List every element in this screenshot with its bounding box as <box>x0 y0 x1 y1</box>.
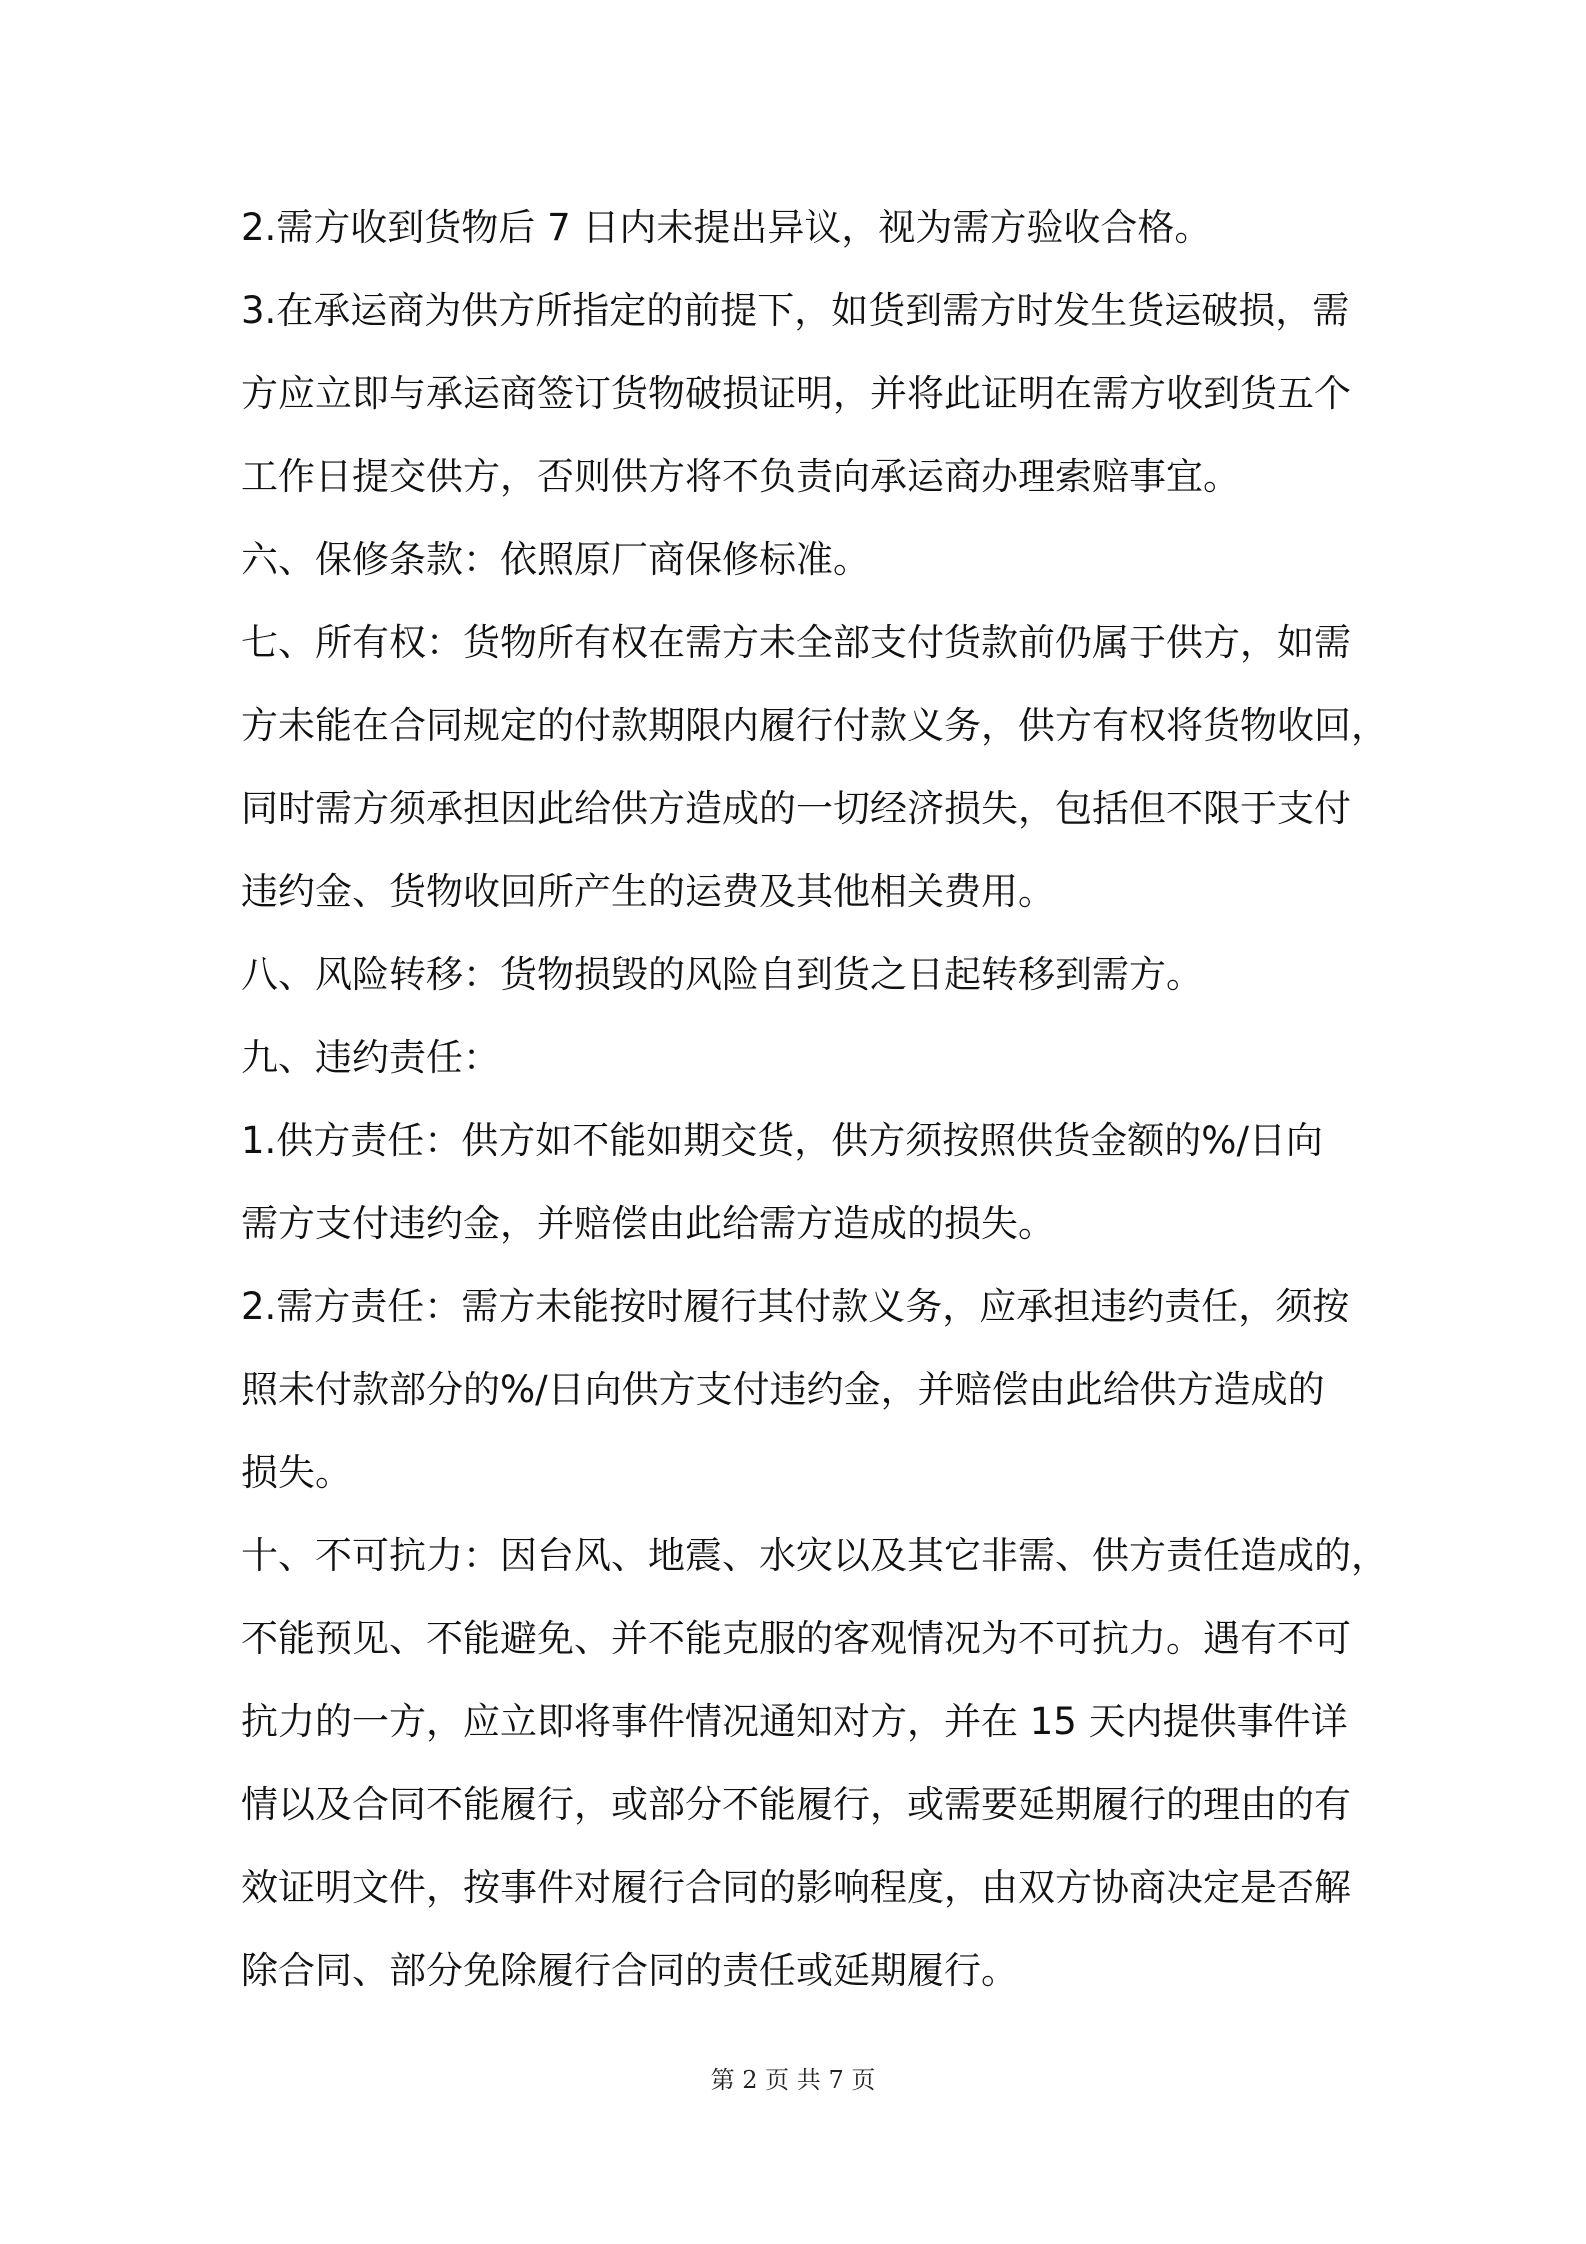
text-line: 2.需方责任：需方未能按时履行其付款义务，应承担违约责任，须按 <box>241 1285 1350 1328</box>
text-line: 同时需方须承担因此给供方造成的一切经济损失，包括但不限于支付 <box>241 787 1351 830</box>
text-line: 1.供方责任：供方如不能如期交货，供方须按照供货金额的%/日向 <box>241 1119 1323 1162</box>
text-line: 方应立即与承运商签订货物破损证明，并将此证明在需方收到货五个 <box>241 372 1351 415</box>
text-line: 需方支付违约金，并赔偿由此给需方造成的损失。 <box>241 1202 1055 1245</box>
text-line: 2.需方收到货物后 7 日内未提出异议，视为需方验收合格。 <box>241 206 1212 249</box>
text-line: 八、风险转移：货物损毁的风险自到货之日起转移到需方。 <box>241 953 1203 996</box>
text-line: 损失。 <box>241 1451 352 1494</box>
text-line: 工作日提交供方，否则供方将不负责向承运商办理索赔事宜。 <box>241 455 1240 498</box>
text-line: 情以及合同不能履行，或部分不能履行，或需要延期履行的理由的有 <box>241 1783 1351 1826</box>
text-line: 除合同、部分免除履行合同的责任或延期履行。 <box>241 1949 1018 1992</box>
text-line: 效证明文件，按事件对履行合同的影响程度，由双方协商决定是否解 <box>241 1866 1351 1909</box>
text-line: 抗力的一方，应立即将事件情况通知对方，并在 15 天内提供事件详 <box>241 1700 1348 1743</box>
text-line: 照未付款部分的%/日向供方支付违约金，并赔偿由此给供方造成的 <box>241 1368 1325 1411</box>
text-line: 违约金、货物收回所产生的运费及其他相关费用。 <box>241 870 1055 913</box>
text-line: 九、违约责任： <box>241 1036 500 1079</box>
text-line: 七、所有权：货物所有权在需方未全部支付货款前仍属于供方，如需 <box>241 621 1351 664</box>
text-line: 六、保修条款：依照原厂商保修标准。 <box>241 538 870 581</box>
contract-body <box>241 196 1388 2022</box>
text-line: 十、不可抗力：因台风、地震、水灾以及其它非需、供方责任造成的， <box>241 1534 1388 1577</box>
text-line: 方未能在合同规定的付款期限内履行付款义务，供方有权将货物收回， <box>241 704 1388 747</box>
page-number-footer: 第 2 页 共 7 页 <box>710 2066 876 2094</box>
text-line: 不能预见、不能避免、并不能克服的客观情况为不可抗力。遇有不可 <box>241 1617 1351 1660</box>
text-line: 3.在承运商为供方所指定的前提下，如货到需方时发生货运破损，需 <box>241 289 1350 332</box>
